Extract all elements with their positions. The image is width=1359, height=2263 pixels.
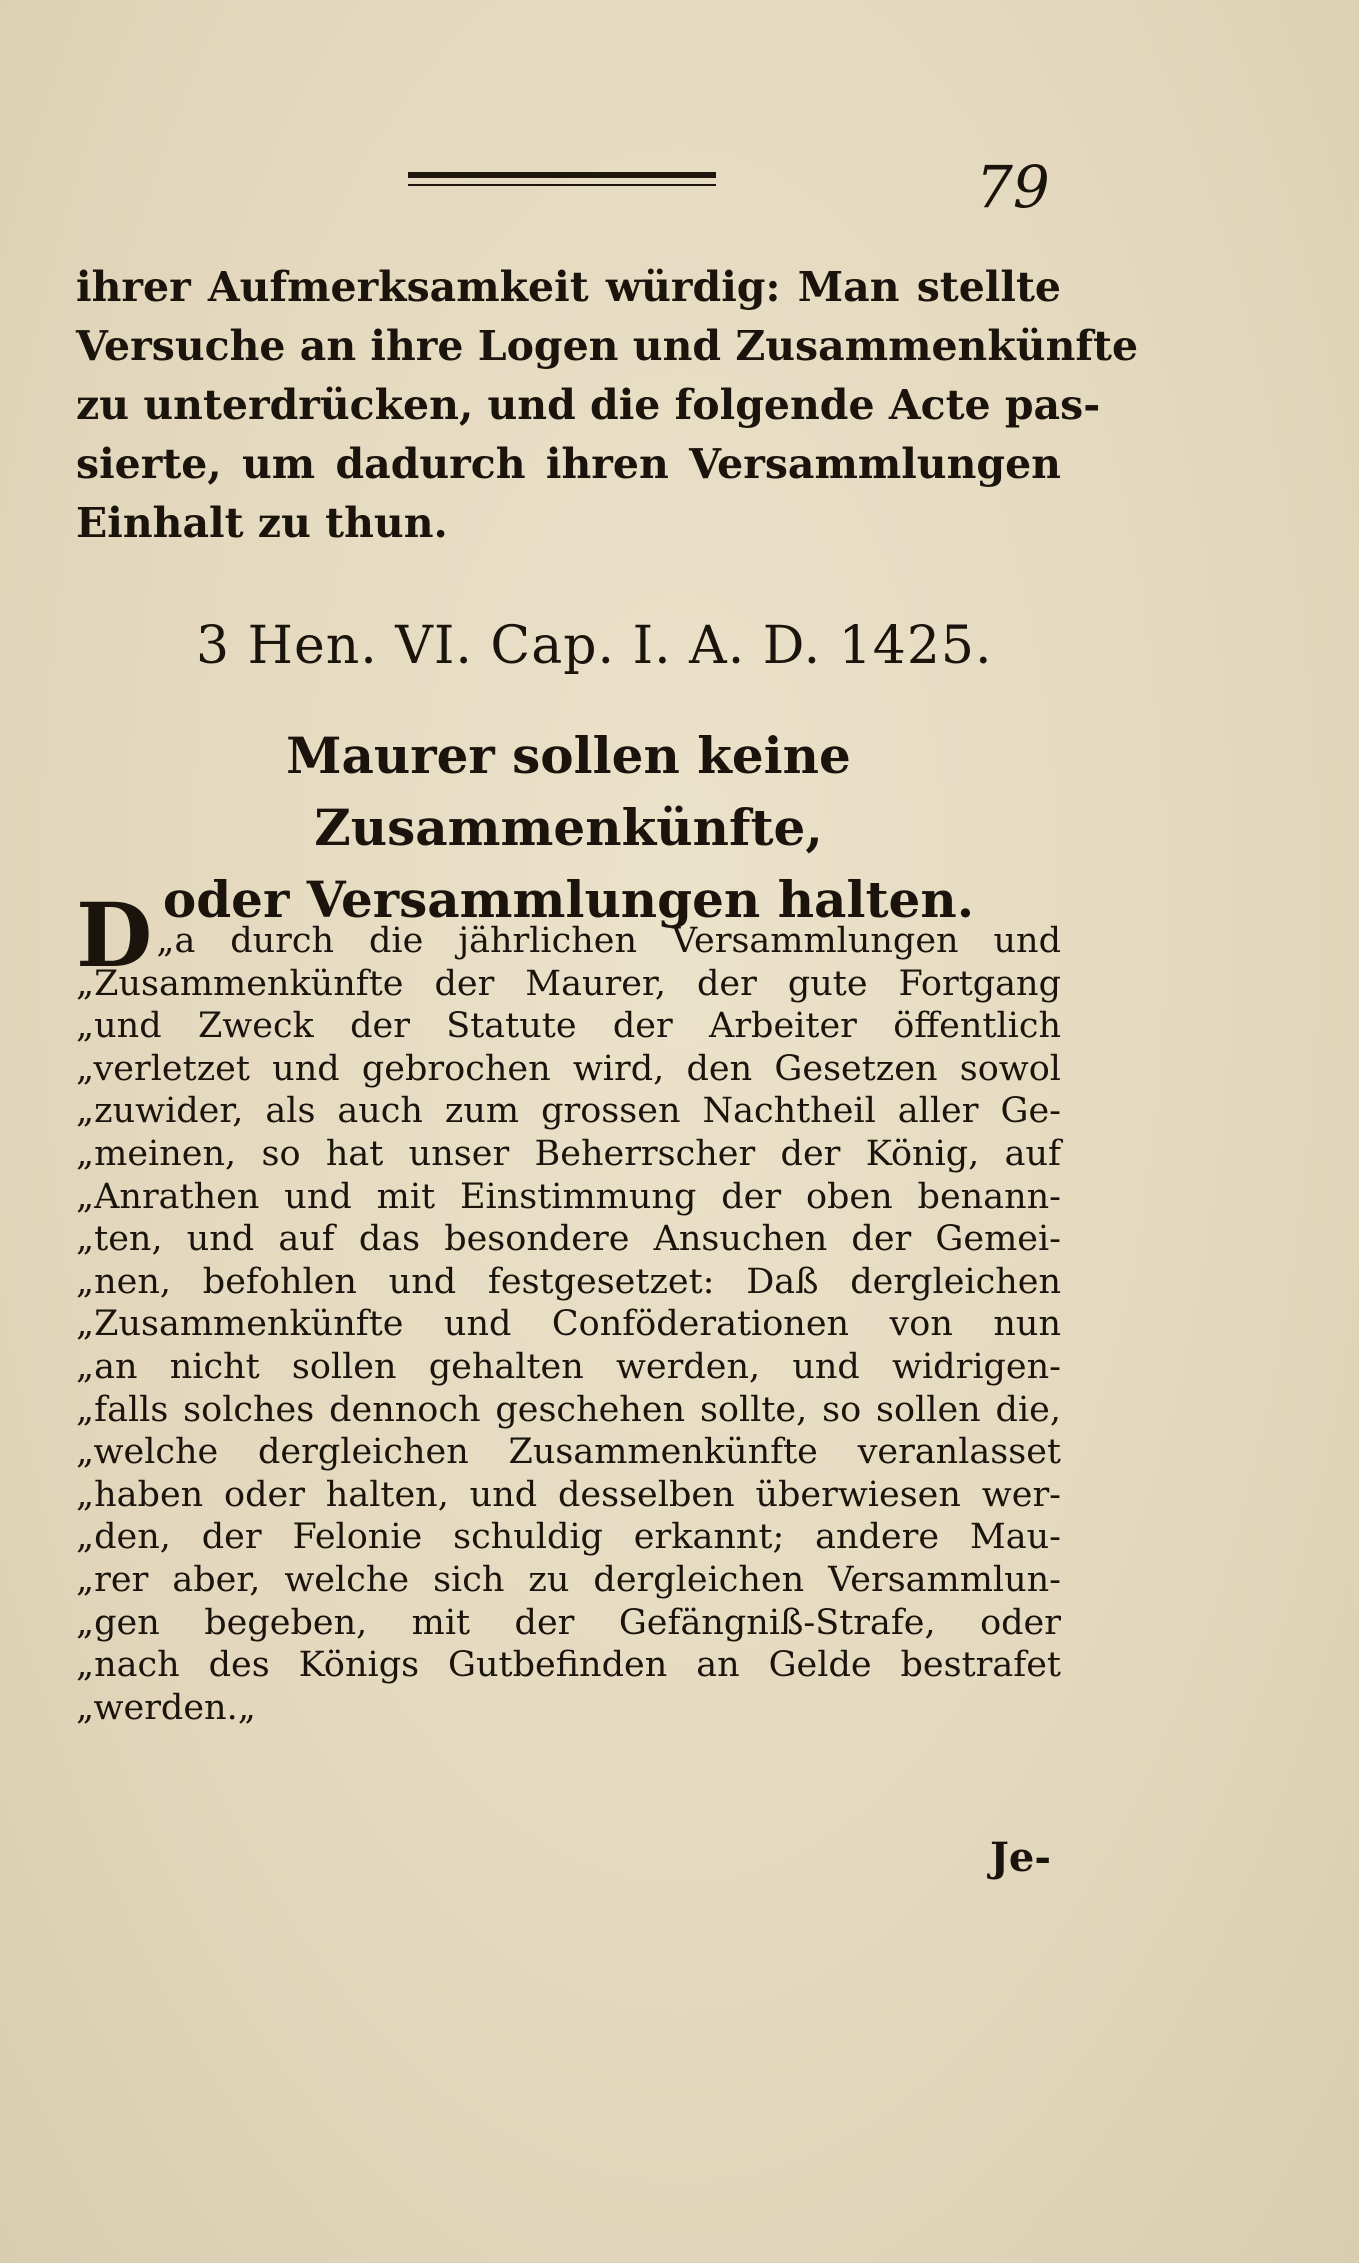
- text-line: „haben oder halten, und desselben überwiesen wer-: [76, 1474, 1061, 1515]
- text-line: „gen begeben, mit der Gefängniß-Strafe, oder: [76, 1602, 1061, 1643]
- text-line-content: „a durch die jährlichen Versammlungen und: [156, 921, 1061, 961]
- text-line: „und Zweck der Statute der Arbeiter öffentlich: [76, 1006, 1061, 1047]
- text-line: „nach des Königs Gutbefinden an Gelde bestrafet: [76, 1645, 1061, 1686]
- page-number: 79: [976, 153, 1050, 221]
- text-line: „Zusammenkünfte und Conföderationen von nun: [76, 1304, 1061, 1345]
- statute-title: [76, 720, 1061, 936]
- drop-capital: D: [76, 883, 153, 987]
- text-line: ihrer Aufmerksamkeit würdig: Man stellte: [76, 263, 1061, 311]
- text-line: „an nicht sollen gehalten werden, und widrigen-: [76, 1346, 1061, 1387]
- text-line: „nen, befohlen und festgesetzet: Daß dergleichen: [76, 1261, 1061, 1302]
- text-line: Versuche an ihre Logen und Zusammenkünfte: [76, 322, 1139, 370]
- text-line: „falls solches dennoch geschehen sollte, so sollen die,: [76, 1389, 1061, 1430]
- text-line: zu unterdrücken, und die folgende Acte pas-: [76, 381, 1101, 429]
- text-line: sierte, um dadurch ihren Versammlungen: [76, 440, 1061, 488]
- statute-title-line: Maurer sollen keine Zusammenkünfte,: [286, 726, 851, 857]
- text-line: „welche dergleichen Zusammenkünfte veranlasset: [76, 1432, 1061, 1473]
- intro-paragraph: [76, 258, 1139, 553]
- text-line: „rer aber, welche sich zu dergleichen Versammlun-: [76, 1559, 1061, 1600]
- text-line: „Zusammenkünfte der Maurer, der gute Fortgang: [76, 963, 1061, 1004]
- catchword: Je-: [990, 1834, 1051, 1881]
- text-line: „Anrathen und mit Einstimmung der oben benann-: [76, 1176, 1061, 1217]
- text-line: „den, der Felonie schuldig erkannt; andere Mau-: [76, 1517, 1061, 1558]
- text-line: „meinen, so hat unser Beherrscher der König, auf: [76, 1133, 1061, 1174]
- text-line: „zuwider, als auch zum grossen Nachtheil aller Ge-: [76, 1091, 1061, 1132]
- text-line: „ten, und auf das besondere Ansuchen der Gemei-: [76, 1219, 1061, 1260]
- text-line: Einhalt zu thun.: [76, 499, 448, 547]
- text-line: „werden.„: [76, 1687, 256, 1728]
- statute-title-line: oder Versammlungen halten.: [162, 870, 975, 929]
- header-rule: [408, 172, 716, 186]
- text-line: „verletzet und gebrochen wird, den Gesetzen sowol: [76, 1048, 1061, 1089]
- statute-reference: 3 Hen. VI. Cap. I. A. D. 1425.: [196, 616, 993, 676]
